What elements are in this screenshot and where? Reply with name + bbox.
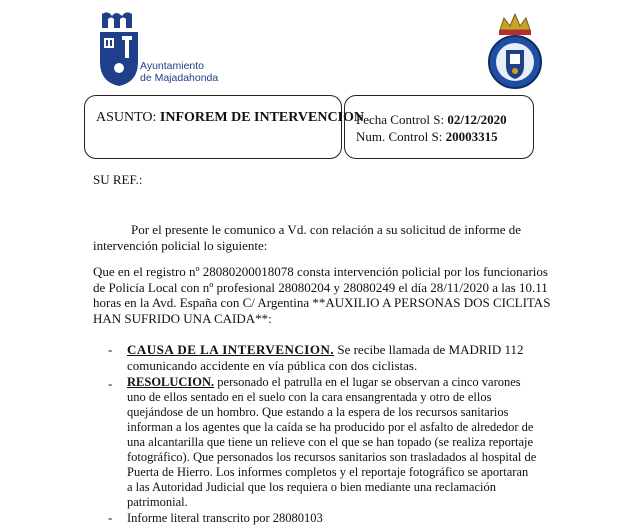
resolution-text: uno de ellos sentado en el suelo con la cara ensangrentada y otro de ellos [127, 390, 492, 404]
resolution-text: a las Autoridad Judicial que los requiera o bien mediante una reclamación [127, 480, 496, 494]
control-date-value: 02/12/2020 [447, 112, 507, 127]
body-paragraph [93, 264, 551, 326]
resolution-text: Puerta de Hierro. Los informes completos y el reportaje fotográfico se aportaran [127, 465, 529, 479]
control-number-label: Num. Control S: [356, 129, 443, 144]
subject-value: INFOREM DE INTERVENCION [159, 110, 365, 125]
cause-text: Se recibe llamada de MADRID 112 [334, 342, 524, 357]
org-name-line1: Ayuntamiento [140, 60, 205, 72]
police-crest [480, 12, 550, 90]
cause-text: comunicando accidente en vía pública con dos ciclistas. [127, 357, 418, 373]
bullet-dash: - [108, 376, 113, 391]
intro-line: intervención policial lo siguiente: [93, 237, 268, 253]
resolution-text: quejándose de un hombro. Que estando a la espera de los recursos sanitarios [127, 405, 509, 419]
subject-box [84, 95, 342, 159]
subject-line [96, 110, 364, 126]
cause-label: CAUSA DE LA INTERVENCION. [127, 342, 335, 357]
intro-paragraph [93, 222, 533, 253]
resolution-label: RESOLUCION. [127, 375, 215, 389]
control-number-line [356, 129, 498, 145]
intro-line: Por el presente le comunico a Vd. con relación a su solicitud de informe de [131, 222, 521, 237]
police-crest-icon [480, 12, 550, 90]
resolution-text: una alcantarilla que tiene un relieve con el que se han topado (se realiza reportaje [127, 435, 534, 449]
control-date-line [356, 112, 507, 128]
resolution-text: fotográfico). Que personados los recursos sanitarios son trasladados al hospital de [127, 450, 537, 464]
resolution-text: patrimonial. [127, 495, 188, 509]
org-name-line2: de Majadahonda [140, 72, 219, 84]
resolution-text: informan a los agentes que la caída se ha producido por el asfalto de alrededor de [127, 420, 534, 434]
body-line: Que en el registro nº 28080200018078 consta intervención policial por los funcionarios [93, 264, 548, 279]
transcription-note: Informe literal transcrito por 28080103 [127, 511, 323, 525]
cause-item [127, 342, 542, 373]
bullet-dash: - [108, 510, 113, 525]
subject-label: ASUNTO: [96, 110, 157, 125]
resolution-text: personado el patrulla en el lugar se observan a cinco varones [214, 375, 521, 389]
control-number-value: 20003315 [445, 129, 498, 144]
control-date-label: Fecha Control S: [356, 112, 445, 127]
your-reference: SU REF.: [93, 172, 143, 187]
resolution-item [127, 375, 547, 510]
body-line: HAN SUFRIDO UNA CAIDA**: [93, 310, 272, 326]
body-line: horas en la Avd. España con C/ Argentina **AUXILIO A PERSONAS DOS CICLITAS [93, 295, 551, 310]
body-line: de Policía Local con nº profesional 28080204 y 28080249 el día 28/11/2020 a las 10.11 [93, 279, 548, 295]
bullet-dash: - [108, 342, 113, 357]
